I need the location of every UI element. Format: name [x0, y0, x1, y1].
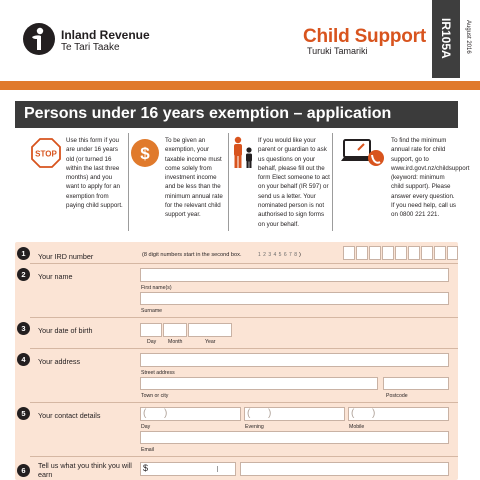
info-text-dollar: To be given an exemption, your taxable income must come solely from investment income and be less than the minimum annual rate for the relevant child support year.: [165, 137, 223, 219]
dob-day-caption: Day: [147, 339, 157, 345]
first-names-input[interactable]: [140, 268, 449, 282]
earnings-source-input[interactable]: [240, 462, 449, 476]
question-number-2: 2: [17, 268, 30, 281]
ird-digit-6[interactable]: [408, 246, 420, 260]
email-input[interactable]: [140, 431, 449, 444]
ird-digit-7[interactable]: [421, 246, 433, 260]
decimal-divider: [217, 466, 218, 472]
parent-child-icon: [230, 136, 256, 170]
surname-caption: Surname: [141, 308, 163, 314]
address-label: Your address: [38, 357, 81, 366]
separator: [30, 456, 458, 457]
day-phone-bracket-open: (: [143, 408, 147, 419]
inland-revenue-logo: [23, 23, 55, 55]
question-number-3: 3: [17, 322, 30, 335]
evening-phone-caption: Evening: [245, 424, 264, 430]
email-caption: Email: [141, 447, 154, 453]
mobile-phone-input[interactable]: [348, 407, 449, 421]
svg-text:STOP: STOP: [35, 149, 57, 159]
street-address-caption: Street address: [141, 370, 175, 376]
form-code: IR105A: [439, 17, 453, 59]
dob-month-input[interactable]: [163, 323, 187, 337]
question-number-4: 4: [17, 353, 30, 366]
ird-digit-3[interactable]: [369, 246, 381, 260]
orange-band: [0, 81, 480, 90]
info-text-computer: To find the minimum annual rate for child support, go to www.ird.govt.nz/childsupport (keyword: minimum child support). Please answer every question. If you need help, call us on 0800 221 221.: [391, 137, 470, 219]
contact-details-label: Your contact details: [38, 411, 101, 420]
first-names-caption: First name(s): [141, 285, 172, 291]
postcode-input[interactable]: [383, 377, 449, 390]
question-number-5: 5: [17, 407, 30, 420]
separator: [30, 263, 458, 264]
town-city-input[interactable]: [140, 377, 378, 390]
ird-digit-4[interactable]: [382, 246, 394, 260]
postcode-caption: Postcode: [386, 393, 408, 399]
mobile-phone-bracket-close: ): [372, 408, 376, 419]
mobile-phone-bracket-open: (: [351, 408, 355, 419]
mobile-phone-caption: Mobile: [349, 424, 365, 430]
ird-digit-9[interactable]: [447, 246, 458, 260]
ird-number-hint-end: ): [299, 252, 301, 258]
earnings-amount-input[interactable]: [140, 462, 236, 476]
question-number-6: 6: [17, 464, 30, 477]
ird-digit-8[interactable]: [434, 246, 446, 260]
info-text-stop: Use this form if you are under 16 years old (or turned 16 within the last three months) and you want to apply for an exemption from paying child support.: [66, 137, 123, 210]
surname-input[interactable]: [140, 292, 449, 305]
evening-phone-bracket-open: (: [247, 408, 251, 419]
document-subtitle: Turuki Tamariki: [307, 46, 368, 56]
day-phone-input[interactable]: [140, 407, 241, 421]
computer-phone-icon: [340, 138, 386, 168]
org-name: Inland Revenue: [61, 28, 150, 42]
street-address-input[interactable]: [140, 353, 449, 367]
dob-month-caption: Month: [168, 339, 183, 345]
ird-number-example: 1 2 3 4 5 6 7 8: [258, 252, 298, 258]
evening-phone-bracket-close: ): [268, 408, 272, 419]
day-phone-caption: Day: [141, 424, 151, 430]
evening-phone-input[interactable]: [244, 407, 345, 421]
ird-digit-2[interactable]: [356, 246, 368, 260]
dollar-icon: [130, 138, 160, 168]
ird-number-hint: (8 digit numbers start in the second box.: [142, 252, 242, 258]
currency-symbol: $: [143, 463, 149, 473]
document-title: Child Support: [303, 26, 426, 47]
name-label: Your name: [38, 272, 73, 281]
org-name-maori: Te Tari Taake: [61, 42, 120, 53]
svg-text:$: $: [140, 144, 150, 163]
ird-digit-1[interactable]: [343, 246, 355, 260]
town-city-caption: Town or city: [141, 393, 169, 399]
question-number-1: 1: [17, 247, 30, 260]
day-phone-bracket-close: ): [164, 408, 168, 419]
ird-number-label: Your IRD number: [38, 252, 94, 261]
dob-year-input[interactable]: [188, 323, 232, 337]
stop-icon: [31, 138, 61, 168]
separator: [30, 317, 458, 318]
form-date: August 2016: [465, 20, 471, 54]
ird-digit-5[interactable]: [395, 246, 407, 260]
dob-year-caption: Year: [205, 339, 216, 345]
separator: [30, 348, 458, 349]
dob-day-input[interactable]: [140, 323, 162, 337]
earnings-label: Tell us what you think you will earn: [38, 461, 132, 479]
page-title: Persons under 16 years exemption – application: [24, 105, 392, 122]
separator: [30, 402, 458, 403]
info-text-parent: If you would like your parent or guardian to ask us questions on your behalf, please fill out the form Elect someone to act on your behalf (IR 597) or send us a letter. Your nominated person is not authorised to sign forms on your behalf.: [258, 137, 330, 228]
date-of-birth-label: Your date of birth: [38, 326, 93, 335]
